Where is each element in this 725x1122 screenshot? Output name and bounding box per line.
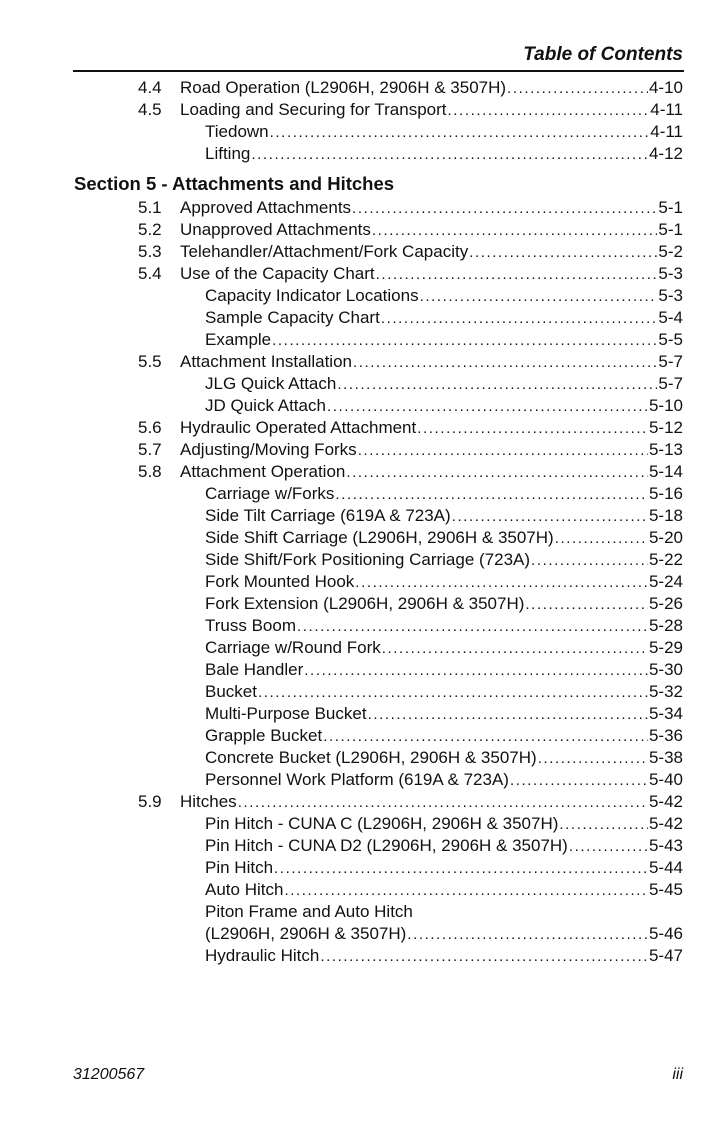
toc-entry-page: 4-11 — [650, 122, 683, 141]
page-header-title: Table of Contents — [523, 44, 683, 65]
dot-leader — [507, 78, 648, 100]
toc-entry-title: Hitches — [180, 792, 237, 811]
toc-entry-title: Tiedown — [205, 122, 269, 141]
toc-entry-page: 5-1 — [658, 198, 683, 217]
toc-entry[interactable] — [0, 747, 725, 769]
toc-entry-page: 4-10 — [648, 78, 683, 97]
dot-leader — [376, 264, 658, 286]
toc-entry-title: Truss Boom — [205, 616, 297, 635]
toc-entry-title: Lifting — [205, 144, 251, 163]
toc-entry-number: 5.3 — [138, 242, 162, 261]
toc-entry[interactable] — [0, 835, 725, 857]
toc-entry-title: JD Quick Attach — [205, 396, 326, 415]
toc-entry-page: 5-40 — [648, 770, 683, 789]
header-divider — [73, 70, 684, 72]
toc-entry-page: 5-7 — [658, 374, 683, 393]
toc-entries-section-4 — [0, 77, 725, 165]
dot-leader — [238, 792, 648, 814]
toc-entry[interactable] — [0, 659, 725, 681]
dot-leader — [538, 748, 648, 770]
toc-entry-title: Carriage w/Forks — [205, 484, 335, 503]
toc-entry-number: 5.7 — [138, 440, 162, 459]
toc-entry-title: Grapple Bucket — [205, 726, 323, 745]
toc-entry-number: 5.2 — [138, 220, 162, 239]
dot-leader — [469, 242, 657, 264]
toc-entry-title: Auto Hitch — [205, 880, 284, 899]
dot-leader — [555, 528, 648, 550]
dot-leader — [258, 682, 648, 704]
toc-entry-page: 5-34 — [648, 704, 683, 723]
toc-entry[interactable] — [0, 901, 725, 923]
toc-entry-page: 5-10 — [648, 396, 683, 415]
toc-entry[interactable] — [0, 505, 725, 527]
dot-leader — [358, 440, 648, 462]
dot-leader — [327, 396, 648, 418]
toc-entry-number: 4.4 — [138, 78, 162, 97]
toc-entry[interactable] — [0, 99, 725, 121]
toc-entry-title: Fork Extension (L2906H, 2906H & 3507H) — [205, 594, 525, 613]
toc-entry-page: 5-43 — [648, 836, 683, 855]
toc-entry[interactable] — [0, 681, 725, 703]
toc-entry[interactable] — [0, 439, 725, 461]
toc-entry[interactable] — [0, 307, 725, 329]
page-number: iii — [672, 1066, 683, 1083]
dot-leader — [382, 638, 648, 660]
dot-leader — [407, 924, 648, 946]
toc-entry[interactable] — [0, 879, 725, 901]
toc-entry-title: Side Tilt Carriage (619A & 723A) — [205, 506, 451, 525]
toc-entry[interactable] — [0, 571, 725, 593]
toc-entry-title: Pin Hitch — [205, 858, 274, 877]
toc-entry-title: Hydraulic Operated Attachment — [180, 418, 417, 437]
toc-entry-page: 5-12 — [648, 418, 683, 437]
toc-entry[interactable] — [0, 197, 725, 219]
toc-entry[interactable] — [0, 615, 725, 637]
toc-entry-page: 5-20 — [648, 528, 683, 547]
dot-leader — [525, 594, 648, 616]
dot-leader — [420, 286, 658, 308]
dot-leader — [346, 462, 648, 484]
toc-entry-title: Carriage w/Round Fork — [205, 638, 381, 657]
toc-entry-title: Road Operation (L2906H, 2906H & 3507H) — [180, 78, 507, 97]
toc-entry-page: 5-18 — [648, 506, 683, 525]
toc-entry-title: Hydraulic Hitch — [205, 946, 320, 965]
toc-entry[interactable] — [0, 483, 725, 505]
toc-entries-section-5 — [0, 197, 725, 967]
dot-leader — [510, 770, 648, 792]
toc-entry-title: Bucket — [205, 682, 257, 701]
toc-entry-title: Telehandler/Attachment/Fork Capacity — [180, 242, 469, 261]
toc-entry[interactable] — [0, 329, 725, 351]
toc-entry[interactable] — [0, 857, 725, 879]
dot-leader — [274, 858, 648, 880]
toc-entry[interactable] — [0, 725, 725, 747]
toc-entry-number: 4.5 — [138, 100, 162, 119]
toc-entry[interactable] — [0, 791, 725, 813]
toc-entry[interactable] — [0, 637, 725, 659]
dot-leader — [284, 880, 648, 902]
dot-leader — [320, 946, 648, 968]
toc-entry-number: 5.5 — [138, 352, 162, 371]
toc-entry-page: 5-13 — [648, 440, 683, 459]
toc-entry-number: 5.8 — [138, 462, 162, 481]
toc-entry-title: Multi-Purpose Bucket — [205, 704, 367, 723]
dot-leader — [452, 506, 648, 528]
toc-entry-page: 5-3 — [658, 286, 683, 305]
dot-leader — [251, 144, 648, 166]
toc-entry[interactable] — [0, 549, 725, 571]
toc-entry[interactable] — [0, 593, 725, 615]
toc-entry-title: Side Shift Carriage (L2906H, 2906H & 3507H) — [205, 528, 554, 547]
toc-entry-title: Sample Capacity Chart — [205, 308, 380, 327]
toc-entry-page: 5-7 — [658, 352, 683, 371]
toc-entry-page: 4-12 — [648, 144, 683, 163]
toc-entry-number: 5.4 — [138, 264, 162, 283]
toc-entry-page: 5-38 — [648, 748, 683, 767]
toc-entry-page: 5-47 — [648, 946, 683, 965]
table-of-contents — [0, 77, 725, 967]
toc-entry[interactable] — [0, 769, 725, 791]
dot-leader — [355, 572, 648, 594]
document-number: 31200567 — [73, 1066, 145, 1083]
toc-entry[interactable] — [0, 143, 725, 165]
toc-entry-page: 5-46 — [648, 924, 683, 943]
toc-entry-title: Pin Hitch - CUNA D2 (L2906H, 2906H & 3507H) — [205, 836, 568, 855]
toc-entry-page: 5-14 — [648, 462, 683, 481]
toc-entry-title: Bale Handler — [205, 660, 304, 679]
toc-entry-title: Example — [205, 330, 272, 349]
toc-entry[interactable] — [0, 77, 725, 99]
toc-entry-title: Fork Mounted Hook — [205, 572, 355, 591]
toc-entry-title: Unapproved Attachments — [180, 220, 371, 239]
toc-entry-page: 5-26 — [648, 594, 683, 613]
toc-entry[interactable] — [0, 285, 725, 307]
dot-leader — [372, 220, 658, 242]
toc-entry-page: 5-24 — [648, 572, 683, 591]
toc-entry-page: 5-2 — [658, 242, 683, 261]
toc-entry[interactable] — [0, 241, 725, 263]
toc-entry[interactable] — [0, 417, 725, 439]
toc-entry-page: 5-32 — [648, 682, 683, 701]
toc-entry-title: Capacity Indicator Locations — [205, 286, 419, 305]
toc-entry[interactable] — [0, 395, 725, 417]
toc-entry-title: Use of the Capacity Chart — [180, 264, 375, 283]
toc-entry-title: Personnel Work Platform (619A & 723A) — [205, 770, 509, 789]
toc-entry-title: Loading and Securing for Transport — [180, 100, 447, 119]
dot-leader — [270, 122, 650, 144]
dot-leader — [272, 330, 657, 352]
section-heading: Section 5 - Attachments and Hitches — [74, 173, 395, 194]
toc-entry-page: 5-36 — [648, 726, 683, 745]
dot-leader — [381, 308, 658, 330]
toc-entry[interactable] — [0, 263, 725, 285]
toc-entry-title: Piton Frame and Auto Hitch — [205, 902, 413, 921]
dot-leader — [335, 484, 648, 506]
toc-entry-title: Side Shift/Fork Positioning Carriage (723A) — [205, 550, 531, 569]
dot-leader — [337, 374, 657, 396]
toc-entry-title: Attachment Operation — [180, 462, 346, 481]
toc-entry-page: 5-45 — [648, 880, 683, 899]
toc-entry-title: (L2906H, 2906H & 3507H) — [205, 924, 407, 943]
toc-entry-title: Attachment Installation — [180, 352, 352, 371]
dot-leader — [448, 100, 650, 122]
dot-leader — [417, 418, 648, 440]
toc-entry-page: 5-22 — [648, 550, 683, 569]
toc-entry[interactable] — [0, 945, 725, 967]
dot-leader — [569, 836, 648, 858]
dot-leader — [368, 704, 648, 726]
toc-entry-page: 5-30 — [648, 660, 683, 679]
toc-entry-number: 5.9 — [138, 792, 162, 811]
toc-entry-page: 5-3 — [658, 264, 683, 283]
toc-entry-page: 5-29 — [648, 638, 683, 657]
toc-entry[interactable] — [0, 121, 725, 143]
toc-entry-title: Pin Hitch - CUNA C (L2906H, 2906H & 3507H) — [205, 814, 559, 833]
toc-entry-number: 5.1 — [138, 198, 162, 217]
toc-entry-page: 5-42 — [648, 814, 683, 833]
toc-entry-title: Concrete Bucket (L2906H, 2906H & 3507H) — [205, 748, 537, 767]
toc-entry-page: 5-1 — [658, 220, 683, 239]
toc-entry-page: 5-5 — [658, 330, 683, 349]
toc-entry-page: 5-42 — [648, 792, 683, 811]
toc-entry[interactable] — [0, 461, 725, 483]
toc-entry[interactable] — [0, 373, 725, 395]
toc-entry-page: 5-16 — [648, 484, 683, 503]
dot-leader — [559, 814, 648, 836]
toc-entry[interactable] — [0, 351, 725, 373]
dot-leader — [323, 726, 648, 748]
dot-leader — [304, 660, 648, 682]
toc-entry-number: 5.6 — [138, 418, 162, 437]
toc-entry[interactable] — [0, 527, 725, 549]
toc-entry[interactable] — [0, 703, 725, 725]
dot-leader — [353, 352, 657, 374]
toc-entry-title: Adjusting/Moving Forks — [180, 440, 357, 459]
dot-leader — [531, 550, 648, 572]
toc-entry[interactable] — [0, 813, 725, 835]
toc-entry-page: 5-4 — [658, 308, 683, 327]
toc-entry-page: 4-11 — [650, 100, 683, 119]
toc-entry-title: Approved Attachments — [180, 198, 352, 217]
toc-entry-title: JLG Quick Attach — [205, 374, 337, 393]
toc-entry-page: 5-28 — [648, 616, 683, 635]
dot-leader — [297, 616, 648, 638]
toc-entry[interactable] — [0, 219, 725, 241]
dot-leader — [352, 198, 657, 220]
toc-entry-page: 5-44 — [648, 858, 683, 877]
toc-entry[interactable] — [0, 923, 725, 945]
